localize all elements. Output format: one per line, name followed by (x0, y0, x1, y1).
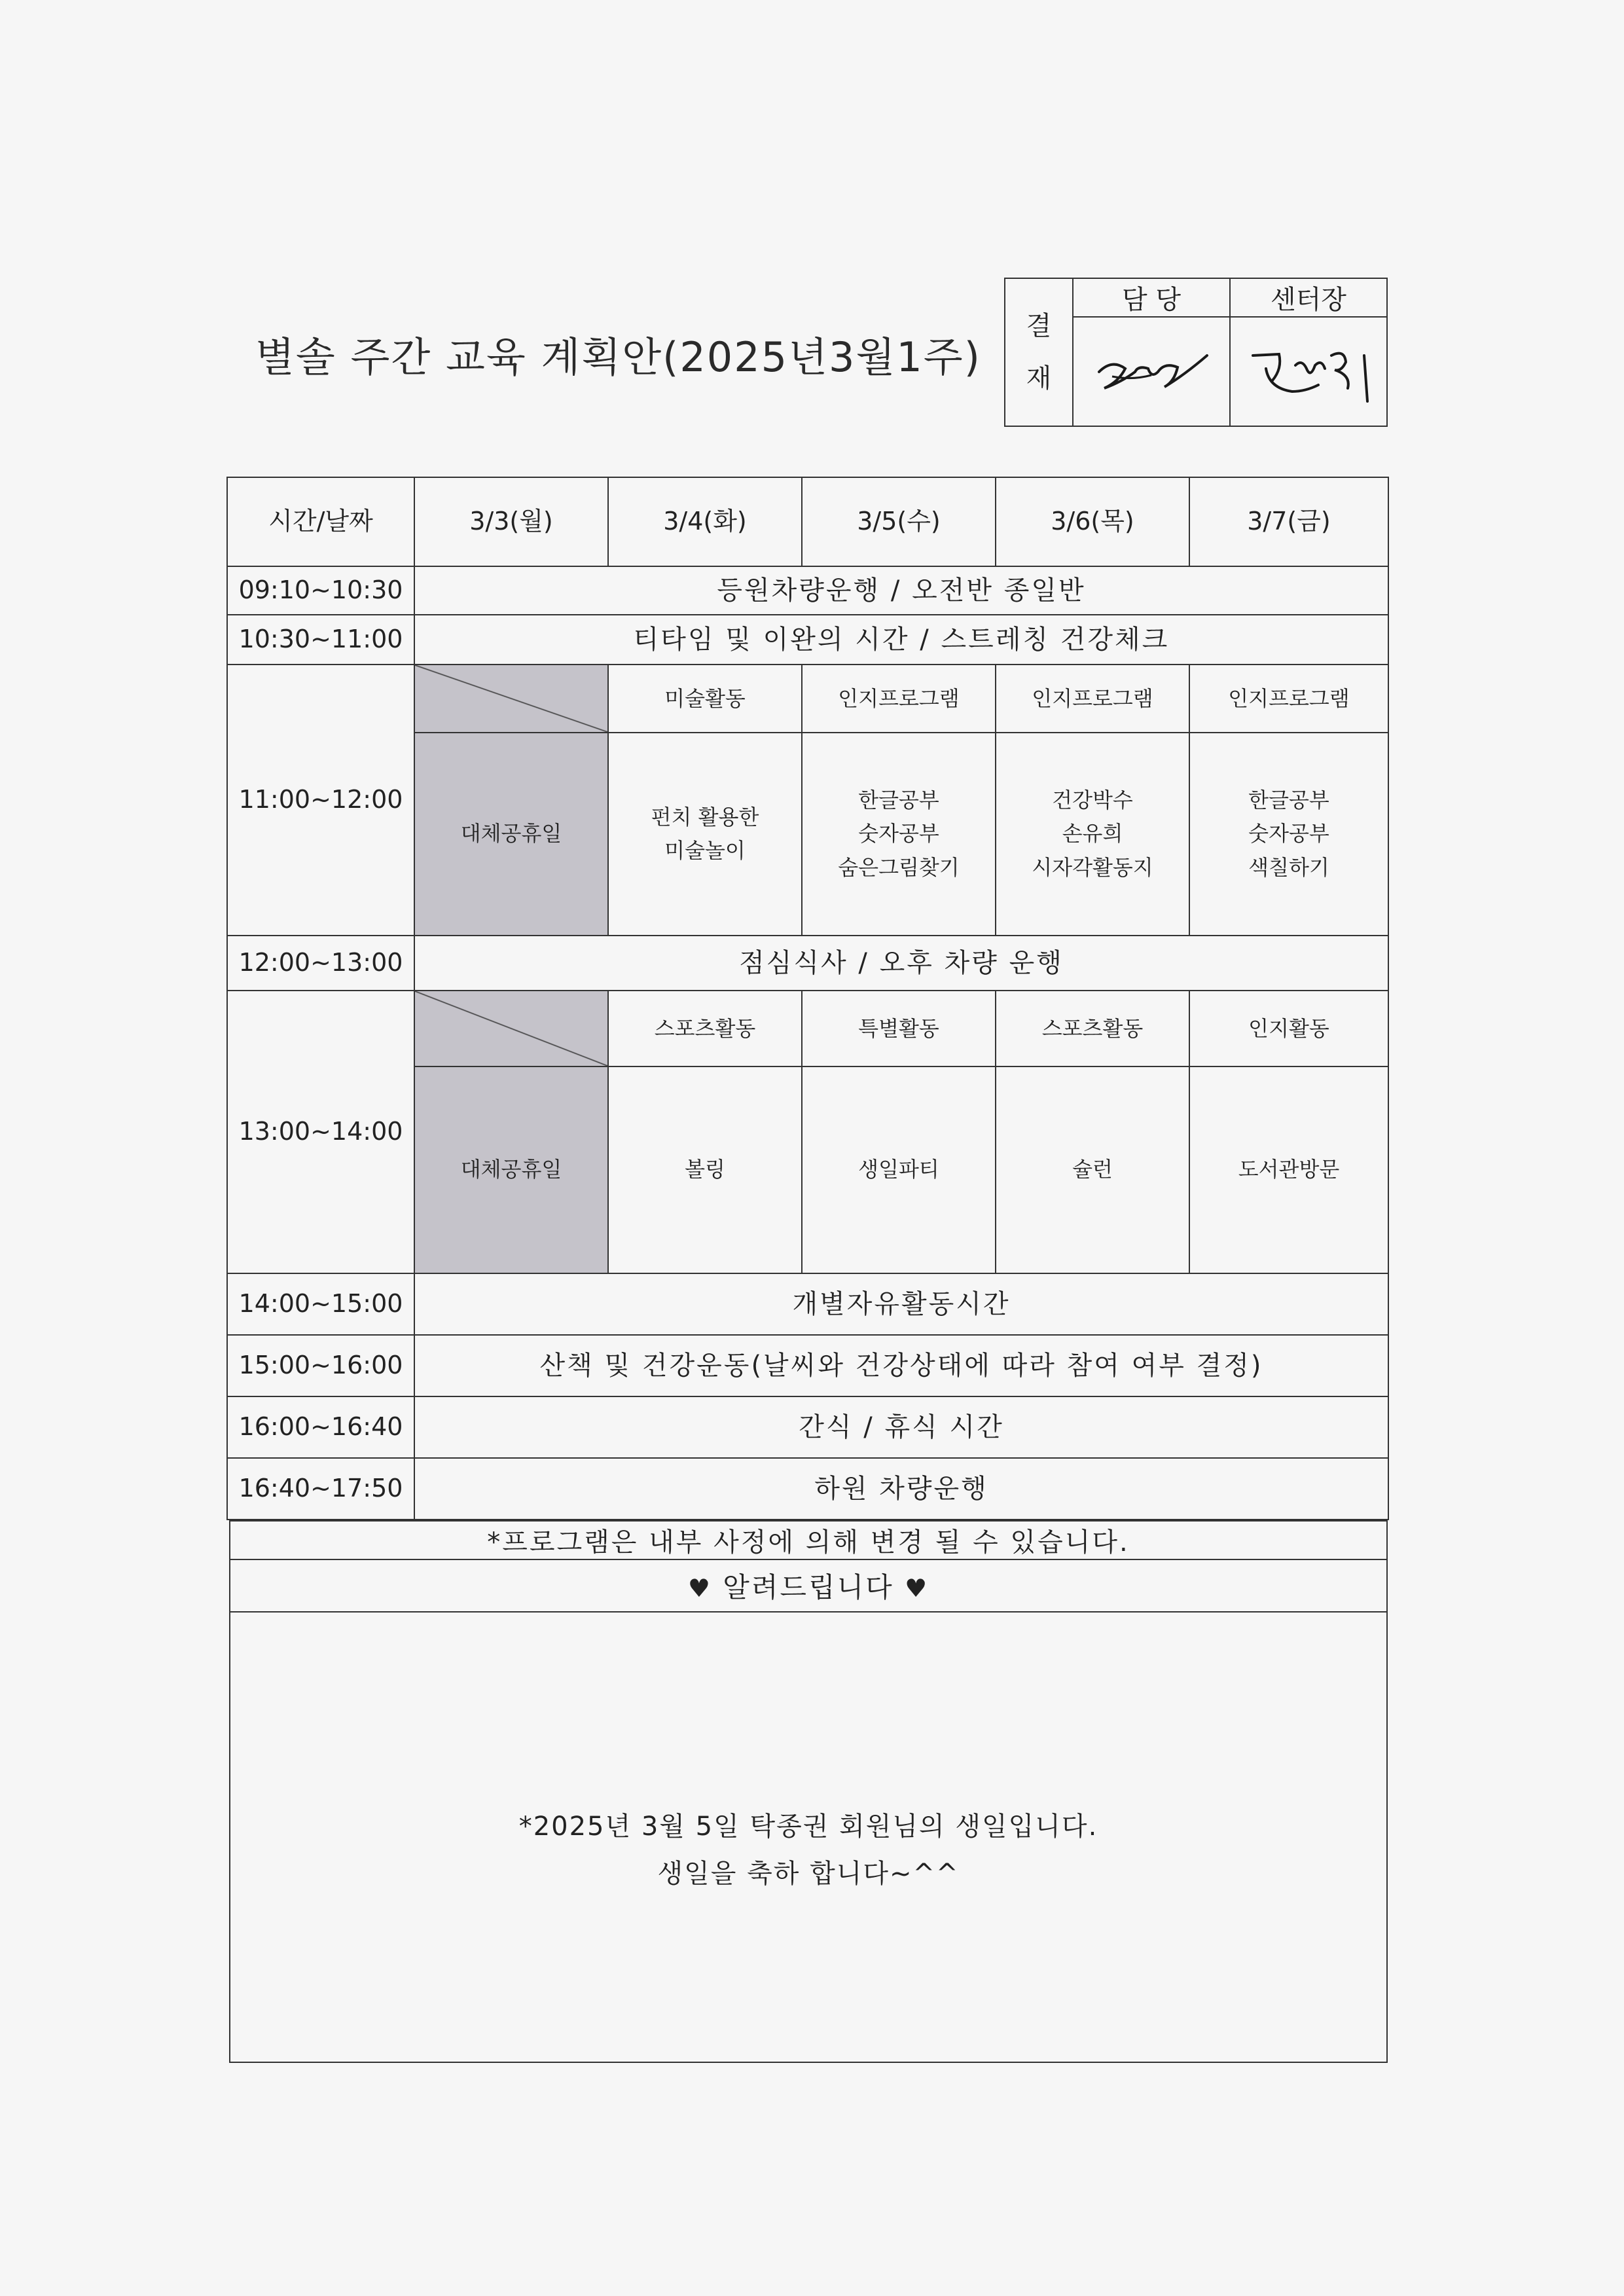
time-cell: 16:00~16:40 (227, 1396, 414, 1458)
table-row (227, 566, 1388, 615)
category-cell: 인지활동 (1189, 991, 1388, 1066)
holiday-diagonal-cell (414, 665, 608, 733)
director-signature (1230, 317, 1387, 426)
activity-cell: 간식 / 휴식 시간 (414, 1396, 1388, 1458)
table-row (227, 991, 1388, 1066)
approval-staff-header: 담 당 (1073, 278, 1230, 317)
weekly-schedule-table (226, 477, 1389, 1520)
table-row (227, 1458, 1388, 1520)
category-cell: 스포츠활동 (608, 991, 802, 1066)
activity-cell: 볼링 (608, 1066, 802, 1273)
table-row (227, 665, 1388, 733)
heart-icon: ♥ (687, 1574, 712, 1603)
day-header: 3/4(화) (608, 477, 802, 566)
activity-cell: 생일파티 (802, 1066, 996, 1273)
category-cell: 특별활동 (802, 991, 996, 1066)
activity-cell: 등원차량운행 / 오전반 종일반 (414, 566, 1388, 615)
notes-table (229, 1520, 1388, 2063)
activity-cell: 한글공부 숫자공부 색칠하기 (1189, 733, 1388, 936)
holiday-diagonal-cell (414, 991, 608, 1066)
category-cell: 인지프로그램 (996, 665, 1189, 733)
activity-cell: 개별자유활동시간 (414, 1273, 1388, 1335)
category-cell: 스포츠활동 (996, 991, 1189, 1066)
time-cell: 16:40~17:50 (227, 1458, 414, 1520)
activity-cell: 티타임 및 이완의 시간 / 스트레칭 건강체크 (414, 615, 1388, 665)
day-header: 3/7(금) (1189, 477, 1388, 566)
category-cell: 미술활동 (608, 665, 802, 733)
approval-label: 결 재 (1005, 278, 1073, 426)
activity-cell: 건강박수 손유희 시자각활동지 (996, 733, 1189, 936)
activity-cell: 슐런 (996, 1066, 1189, 1273)
table-row (227, 615, 1388, 665)
program-change-note: *프로그램은 내부 사정에 의해 변경 될 수 있습니다. (230, 1521, 1387, 1559)
category-cell: 인지프로그램 (802, 665, 996, 733)
time-cell: 14:00~15:00 (227, 1273, 414, 1335)
time-cell: 13:00~14:00 (227, 991, 414, 1273)
table-row (227, 1396, 1388, 1458)
time-cell: 11:00~12:00 (227, 665, 414, 936)
signature-icon (1086, 336, 1217, 408)
approval-director-header: 센터장 (1230, 278, 1387, 317)
holiday-cell: 대체공휴일 (414, 733, 608, 936)
notice-heading: ♥ 알려드립니다 ♥ (230, 1559, 1387, 1612)
activity-cell: 한글공부 숫자공부 숨은그림찾기 (802, 733, 996, 936)
approval-box (1004, 278, 1388, 427)
holiday-cell: 대체공휴일 (414, 1066, 608, 1273)
page-title: 별솔 주간 교육 계획안(2025년3월1주) (255, 333, 981, 381)
time-cell: 12:00~13:00 (227, 936, 414, 991)
activity-cell: 펀치 활용한 미술놀이 (608, 733, 802, 936)
header-row (227, 477, 1388, 566)
category-cell: 인지프로그램 (1189, 665, 1388, 733)
activity-cell: 하원 차량운행 (414, 1458, 1388, 1520)
notice-body: *2025년 3월 5일 탁종권 회원님의 생일입니다. 생일을 축하 합니다~^^ (230, 1612, 1387, 2062)
signature-icon (1233, 329, 1384, 414)
table-row (227, 1273, 1388, 1335)
day-header: 3/5(수) (802, 477, 996, 566)
activity-cell: 도서관방문 (1189, 1066, 1388, 1273)
staff-signature (1073, 317, 1230, 426)
table-row (227, 936, 1388, 991)
time-cell: 10:30~11:00 (227, 615, 414, 665)
activity-cell: 산책 및 건강운동(날씨와 건강상태에 따라 참여 여부 결정) (414, 1335, 1388, 1396)
table-row (227, 1335, 1388, 1396)
activity-cell: 점심식사 / 오후 차량 운행 (414, 936, 1388, 991)
heart-icon: ♥ (905, 1574, 929, 1603)
day-header: 3/6(목) (996, 477, 1189, 566)
time-date-header: 시간/날짜 (227, 477, 414, 566)
time-cell: 09:10~10:30 (227, 566, 414, 615)
time-cell: 15:00~16:00 (227, 1335, 414, 1396)
day-header: 3/3(월) (414, 477, 608, 566)
